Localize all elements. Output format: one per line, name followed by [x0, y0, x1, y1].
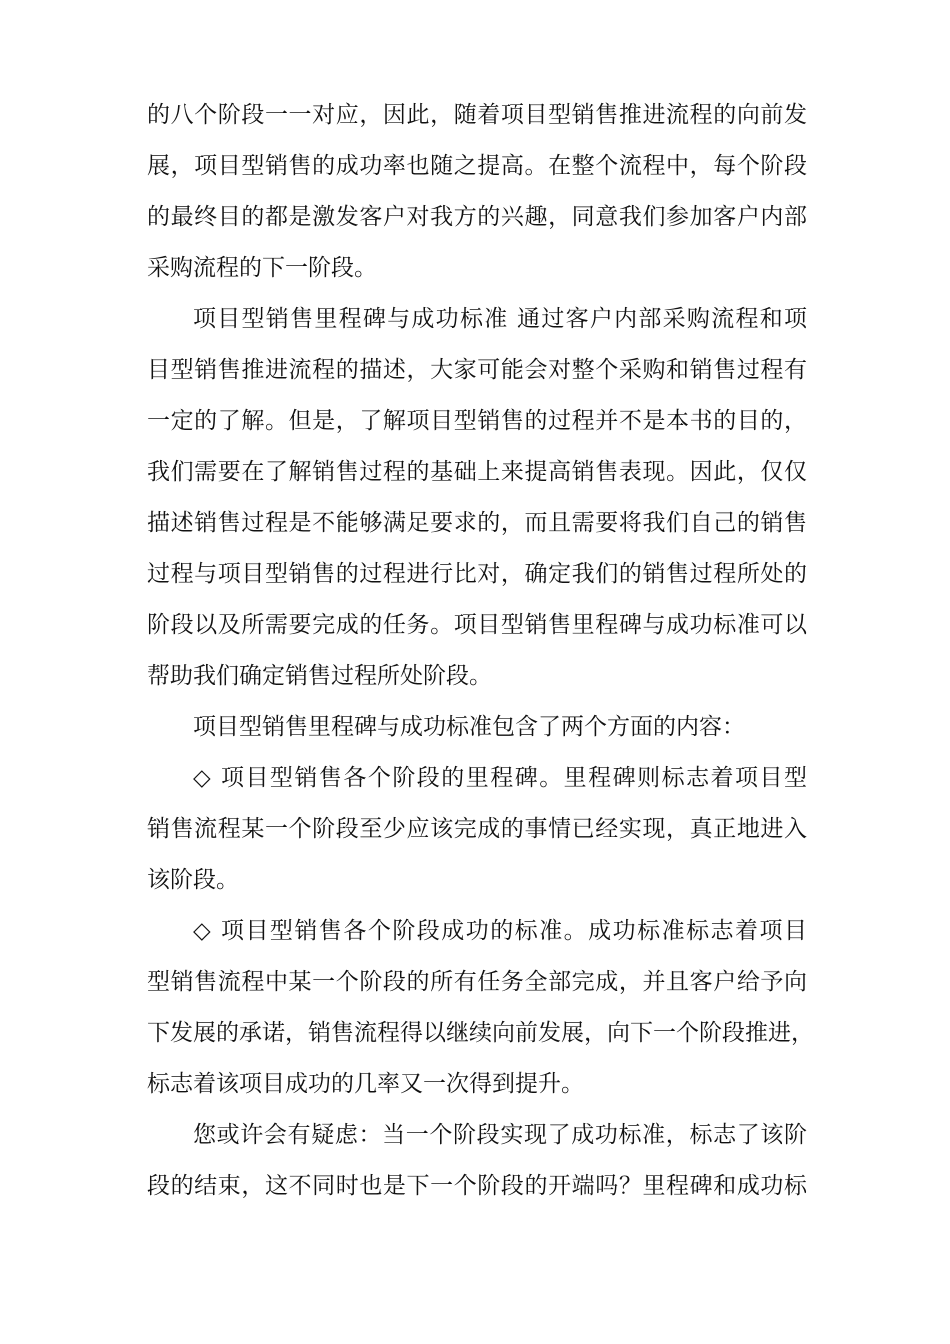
paragraph-line: 展，项目型销售的成功率也随之提高。在整个流程中，每个阶段 [147, 153, 807, 179]
body-text [147, 90, 814, 1212]
paragraph-line: 型销售流程中某一个阶段的所有任务全部完成，并且客户给予向 [147, 969, 807, 995]
paragraph-line: 的最终目的都是激发客户对我方的兴趣，同意我们参加客户内部 [147, 204, 807, 230]
paragraph-line: 阶段以及所需要完成的任务。项目型销售里程碑与成功标准可以 [147, 612, 807, 638]
paragraph-line: 过程与项目型销售的过程进行比对，确定我们的销售过程所处的 [147, 561, 807, 587]
bullet-line: ◇ 项目型销售各个阶段成功的标准。成功标准标志着项目 [193, 918, 807, 944]
paragraph-line: 一定的了解。但是，了解项目型销售的过程并不是本书的目的， [147, 408, 807, 434]
paragraph-line: 销售流程某一个阶段至少应该完成的事情已经实现，真正地进入 [147, 816, 807, 842]
paragraph-line: 我们需要在了解销售过程的基础上来提高销售表现。因此，仅仅 [147, 459, 807, 485]
paragraph-line: 项目型销售里程碑与成功标准 通过客户内部采购流程和项 [193, 306, 807, 332]
paragraph-line: 描述销售过程是不能够满足要求的，而且需要将我们自己的销售 [147, 510, 807, 536]
bullet-line: ◇ 项目型销售各个阶段的里程碑。里程碑则标志着项目型 [193, 765, 807, 791]
paragraph-line: 下发展的承诺，销售流程得以继续向前发展，向下一个阶段推进， [147, 1020, 814, 1046]
paragraph-3 [147, 702, 807, 753]
bullet-item-milestone [147, 753, 807, 906]
paragraph-1 [147, 90, 807, 294]
paragraph-line: 您或许会有疑虑：当一个阶段实现了成功标准，标志了该阶 [193, 1122, 807, 1148]
paragraph-2 [147, 294, 807, 702]
paragraph-line: 目型销售推进流程的描述，大家可能会对整个采购和销售过程有 [147, 357, 807, 383]
paragraph-line: 采购流程的下一阶段。 [147, 255, 377, 281]
paragraph-line: 的八个阶段一一对应，因此，随着项目型销售推进流程的向前发 [147, 102, 807, 128]
paragraph-line: 标志着该项目成功的几率又一次得到提升。 [147, 1071, 584, 1097]
paragraph-line: 段的结束，这不同时也是下一个阶段的开端吗？里程碑和成功标 [147, 1173, 807, 1199]
bullet-item-success-standard [147, 906, 814, 1110]
paragraph-line: 帮助我们确定销售过程所处阶段。 [147, 663, 492, 689]
paragraph-line: 该阶段。 [147, 867, 239, 893]
paragraph-line: 项目型销售里程碑与成功标准包含了两个方面的内容： [193, 714, 745, 740]
paragraph-6 [147, 1110, 807, 1212]
